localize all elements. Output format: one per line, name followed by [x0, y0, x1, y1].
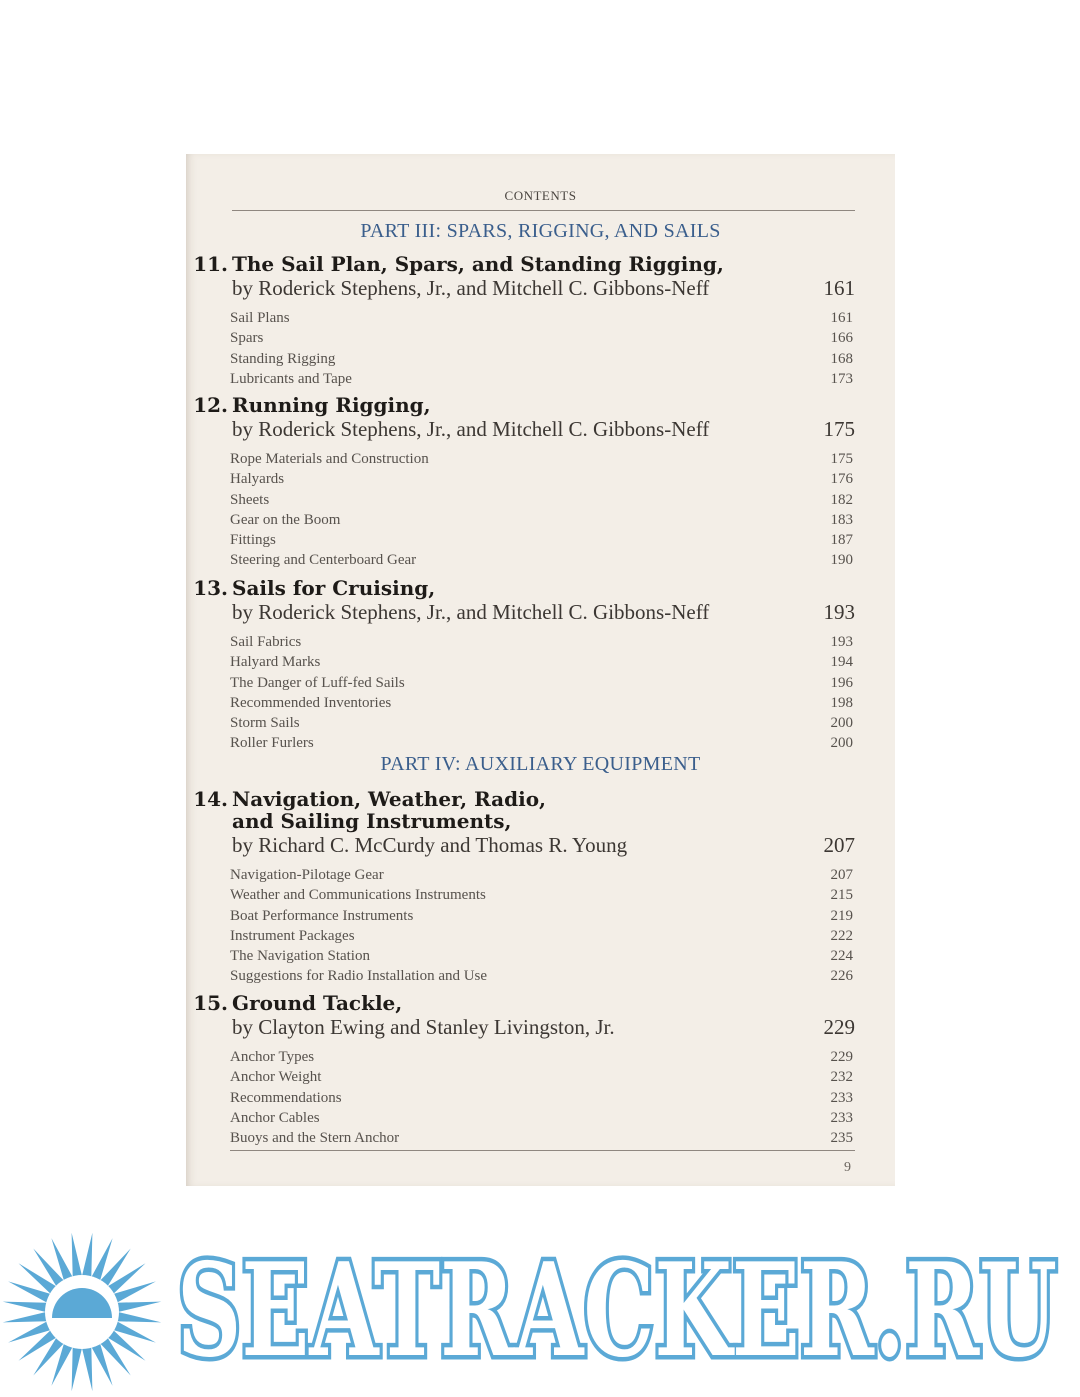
- chapter-entry: [186, 252, 895, 391]
- running-header: CONTENTS: [504, 188, 577, 203]
- chapter-author-line: by Roderick Stephens, Jr., and Mitchell C. Gibbons-Neff 175: [232, 417, 855, 441]
- chapter-page: 175: [823, 417, 855, 441]
- chapter-title-continued: and Sailing Instruments,: [232, 809, 512, 833]
- chapter-page: 193: [823, 600, 855, 624]
- chapter-page: 207: [823, 833, 855, 857]
- chapter-author-line: by Clayton Ewing and Stanley Livingston, Jr. 229: [232, 1015, 855, 1039]
- section-entry: Navigation-Pilotage Gear 207: [230, 867, 853, 883]
- section-entry: Lubricants and Tape 173: [230, 370, 853, 387]
- section-entry: Gear on the Boom 183: [230, 511, 853, 528]
- chapter-entry: [186, 787, 895, 989]
- chapter-title: 14. Navigation, Weather, Radio,: [186, 787, 895, 809]
- section-list: [186, 867, 895, 989]
- chapter-title: 13. Sails for Cruising,: [186, 576, 895, 598]
- chapter-title: 11. The Sail Plan, Spars, and Standing Rigging,: [186, 252, 895, 274]
- section-entry: Halyards 176: [230, 471, 853, 488]
- section-list: [186, 310, 895, 391]
- sun-icon: [3, 1233, 162, 1392]
- chapter-number: 12.: [193, 393, 228, 417]
- chapter-number: 13.: [193, 576, 228, 600]
- chapter-entry: [186, 991, 895, 1150]
- section-list: [186, 1049, 895, 1150]
- chapter-entry: [186, 576, 895, 756]
- chapter-number: 14.: [193, 787, 228, 811]
- section-entry: Weather and Communications Instruments 215: [230, 887, 853, 904]
- watermark-text: [172, 1243, 1062, 1373]
- section-entry: Buoys and the Stern Anchor 235: [230, 1130, 853, 1147]
- part-heading: PART III: SPARS, RIGGING, AND SAILS: [360, 220, 721, 242]
- section-entry: Sheets 182: [230, 491, 853, 508]
- section-entry: Storm Sails 200: [230, 715, 853, 732]
- chapter-number: 15.: [193, 991, 228, 1015]
- section-entry: Sail Fabrics 193: [230, 634, 853, 650]
- chapter-author-line: by Roderick Stephens, Jr., and Mitchell C. Gibbons-Neff 193: [232, 600, 855, 624]
- section-entry: Halyard Marks 194: [230, 654, 853, 671]
- scanned-page: [186, 154, 895, 1186]
- chapter-entry: [186, 393, 895, 573]
- chapter-page: 161: [823, 276, 855, 300]
- section-entry: Suggestions for Radio Installation and Use 226: [230, 968, 853, 985]
- section-entry: Anchor Weight 232: [230, 1069, 853, 1086]
- section-entry: Standing Rigging 168: [230, 350, 853, 367]
- section-list: [186, 451, 895, 573]
- section-entry: Anchor Cables 233: [230, 1109, 853, 1126]
- chapter-author-line: by Richard C. McCurdy and Thomas R. Young 207: [232, 833, 855, 857]
- chapter-title: 12. Running Rigging,: [186, 393, 895, 415]
- section-entry: Sail Plans 161: [230, 310, 853, 326]
- chapter-author-line: by Roderick Stephens, Jr., and Mitchell C. Gibbons-Neff 161: [232, 276, 855, 300]
- chapter-page: 229: [823, 1015, 855, 1039]
- chapter-number: 11.: [193, 252, 228, 276]
- section-entry: Instrument Packages 222: [230, 927, 853, 944]
- section-entry: The Danger of Luff-fed Sails 196: [230, 674, 853, 691]
- header-rule: [232, 210, 855, 211]
- section-entry: Fittings 187: [230, 532, 853, 549]
- footer-rule: [230, 1150, 855, 1151]
- section-entry: Spars 166: [230, 330, 853, 347]
- section-entry: Boat Performance Instruments 219: [230, 907, 853, 924]
- section-entry: The Navigation Station 224: [230, 948, 853, 965]
- page-number: 9: [844, 1160, 851, 1175]
- section-entry: Recommendations 233: [230, 1089, 853, 1106]
- section-entry: Rope Materials and Construction 175: [230, 451, 853, 467]
- watermark-text-glyphs: SEATRACKER.RU: [177, 1243, 1057, 1373]
- section-entry: Recommended Inventories 198: [230, 694, 853, 711]
- part-heading: PART IV: AUXILIARY EQUIPMENT: [380, 753, 701, 775]
- section-entry: Roller Furlers 200: [230, 735, 853, 752]
- section-list: [186, 634, 895, 756]
- section-entry: Anchor Types 229: [230, 1049, 853, 1065]
- chapter-title: 15. Ground Tackle,: [186, 991, 895, 1013]
- section-entry: Steering and Centerboard Gear 190: [230, 552, 853, 569]
